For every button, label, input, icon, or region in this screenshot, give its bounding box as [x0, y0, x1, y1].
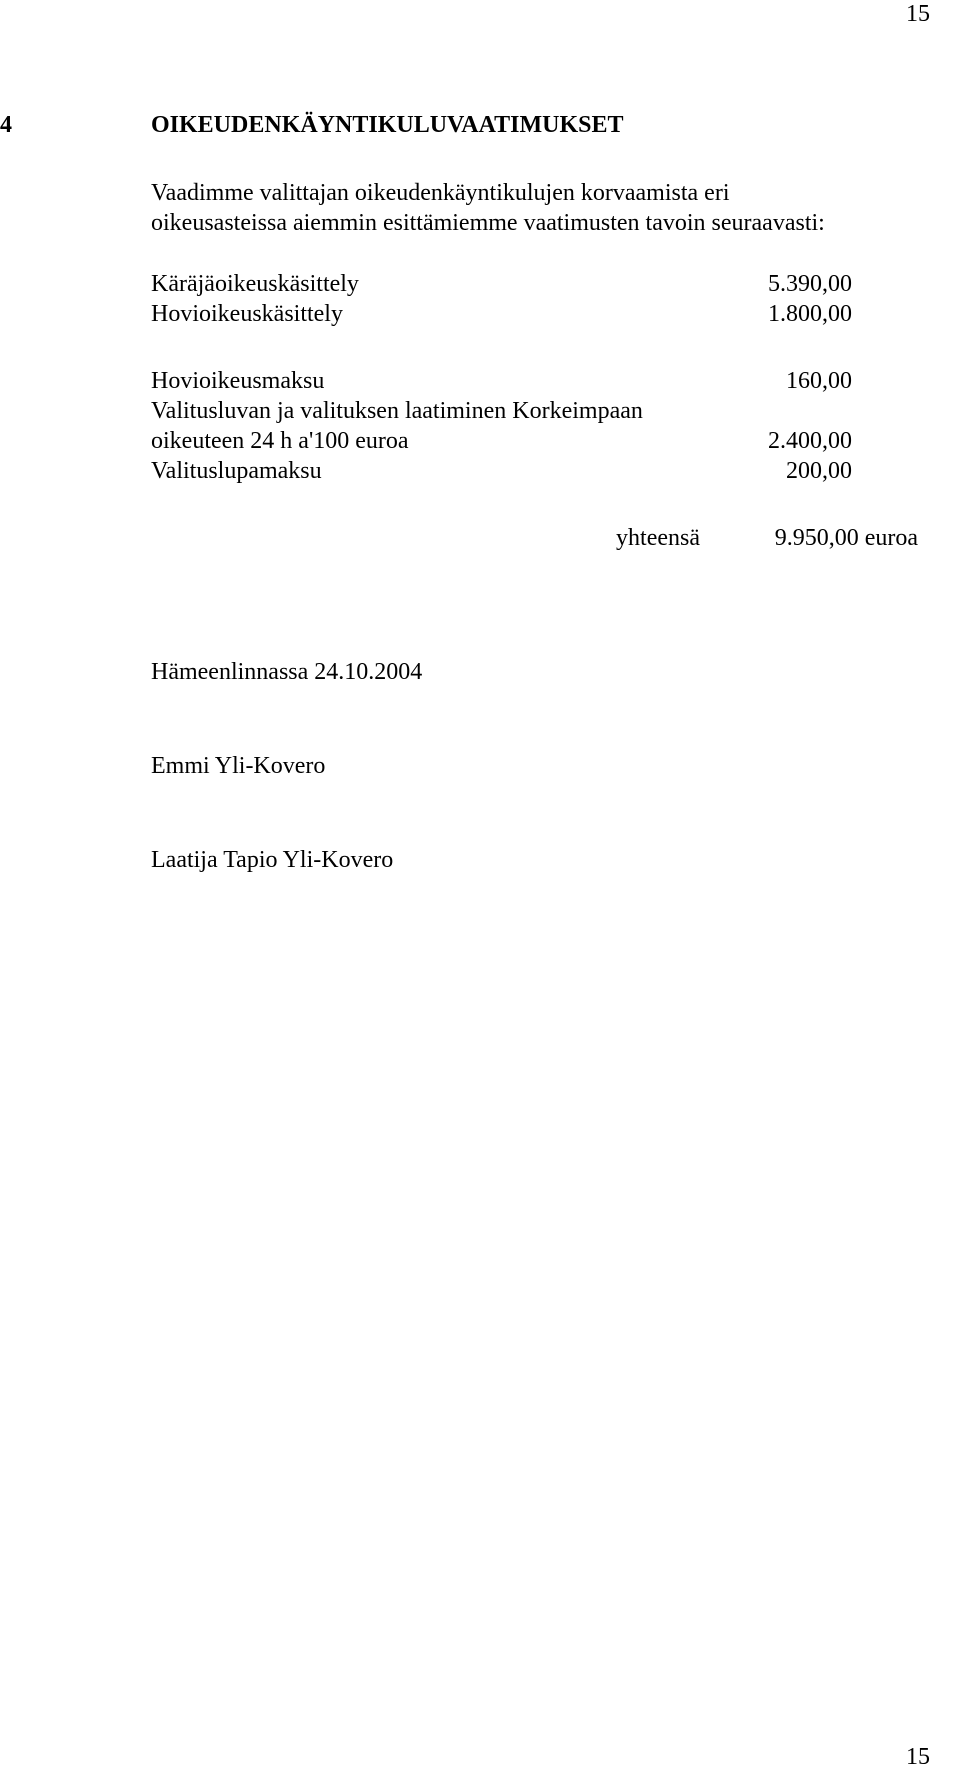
- cost-label: Hovioikeuskäsittely: [151, 301, 343, 327]
- cost-amount: 160,00: [786, 368, 852, 394]
- section-title: OIKEUDENKÄYNTIKULUVAATIMUKSET: [151, 112, 624, 138]
- drafter-name: Laatija Tapio Yli-Kovero: [151, 847, 394, 873]
- cost-amount: 5.390,00: [768, 271, 852, 297]
- cost-label: Hovioikeusmaksu: [151, 368, 325, 394]
- cost-label: oikeuteen 24 h a'100 euroa: [151, 428, 409, 454]
- cost-amount: 1.800,00: [768, 301, 852, 327]
- cost-amount: 2.400,00: [768, 428, 852, 454]
- cost-label: Käräjäoikeuskäsittely: [151, 271, 359, 297]
- total-amount: 9.950,00 euroa: [774, 525, 918, 551]
- cost-amount: 200,00: [786, 458, 852, 484]
- signer-name: Emmi Yli-Kovero: [151, 753, 326, 779]
- page-number-bottom: 15: [906, 1744, 930, 1770]
- cost-label: Valitusluvan ja valituksen laatiminen Korkeimpaan: [151, 398, 643, 424]
- section-number: 4: [0, 112, 12, 138]
- page-number-top: 15: [906, 1, 930, 27]
- intro-line-1: Vaadimme valittajan oikeudenkäyntikulujen korvaamista eri: [151, 180, 730, 206]
- place-and-date: Hämeenlinnassa 24.10.2004: [151, 659, 423, 685]
- intro-line-2: oikeusasteissa aiemmin esittämiemme vaatimusten tavoin seuraavasti:: [151, 210, 825, 236]
- total-label: yhteensä: [616, 525, 700, 551]
- cost-label: Valituslupamaksu: [151, 458, 322, 484]
